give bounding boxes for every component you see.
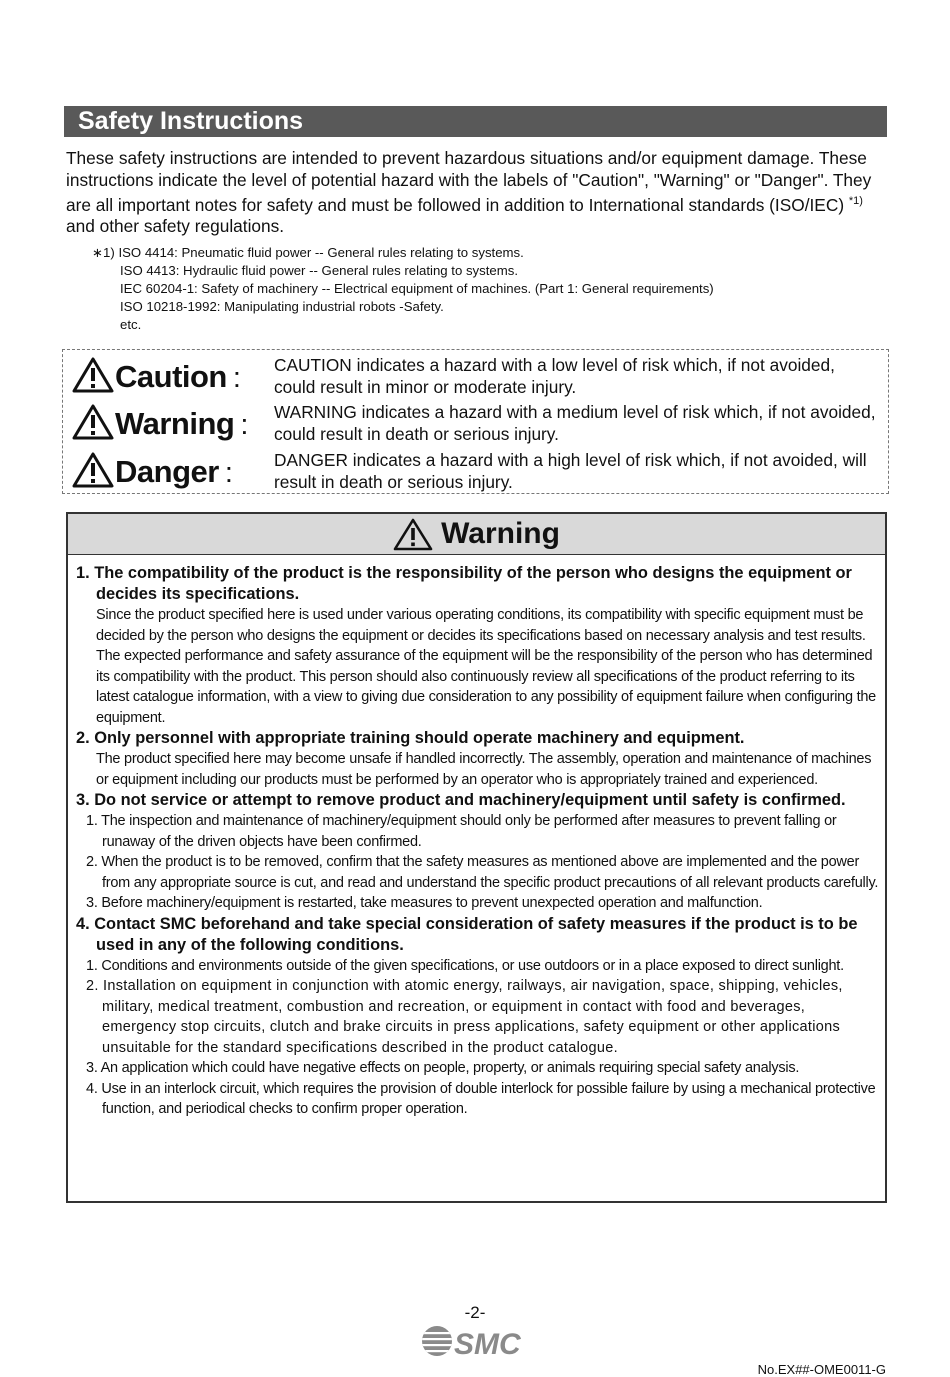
reference-line: etc. [120,317,142,332]
hazard-label: Caution : [72,357,240,395]
reference-line: ISO 10218-1992: Manipulating industrial robots -Safety. [120,299,444,314]
document-number: No.EX##-OME0011-G [757,1362,886,1377]
intro-paragraph [66,148,896,238]
hazard-description: CAUTION indicates a hazard with a low level of risk which, if not avoided, could result in minor or moderate injury. [274,355,835,397]
section-title-bar [64,106,887,137]
reference-line: IEC 60204-1: Safety of machinery -- Electrical equipment of machines. (Part 1: General requirements) [120,281,714,296]
smc-logo [420,1323,532,1364]
warning-subitem: 2. When the product is to be removed, confirm that the safety measures as mentioned above are implemented and the power from any appropriate source is cut, and read and understand the specific product precautions of all relevant products carefully. [86,854,879,891]
reference-line [92,244,912,262]
warning-item-text: Since the product specified here is used under various operating conditions, its compatibility with specific equipment must be decided by the person who designs the equipment or decides its specifications based on necessary analysis and test results. The expected performance and safety assurance of the equipment will be the responsibility of the person who has determined its compatibility with the product. This person should also continuously review all specifications of the product referring to its latest catalogue information, with a view to giving due consideration to any possibility of equipment failure when configuring the equipment. [96,607,876,726]
hazard-caution [72,355,882,401]
section-title: Safety Instructions [78,107,304,135]
warning-box [66,512,887,1203]
standards-references [92,244,912,334]
warning-box-title: Warning [441,517,560,550]
hazard-description: WARNING indicates a hazard with a medium level of risk which, if not avoided, could result in death or serious injury. [274,402,876,444]
footnote-mark: *1) [848,195,863,207]
warning-subitem: 1. The inspection and maintenance of machinery/equipment should only be performed after measures to prevent falling or runaway of the driven objects have been confirmed. [86,813,837,850]
warning-item-text: The product specified here may become unsafe if handled incorrectly. The assembly, operation and maintenance of machines or equipment including our products must be performed by an operator who is appropriately trained and experienced. [96,751,872,788]
hazard-description: DANGER indicates a hazard with a high level of risk which, if not avoided, will result in death or serious injury. [274,450,867,492]
reference-line: ISO 4413: Hydraulic fluid power -- General rules relating to systems. [120,263,518,278]
reference-text: ISO 4414: Pneumatic fluid power -- General rules relating to systems. [118,245,524,260]
warning-box-body [68,555,885,1120]
warning-subitem: 3. Before machinery/equipment is restarted, take measures to prevent unexpected operation and malfunction. [86,895,763,911]
warning-subitem: 3. An application which could have negative effects on people, property, or animals requiring special safety analysis. [86,1060,800,1076]
warning-item-heading: 1. The compatibility of the product is the responsibility of the person who designs the equipment or decides its specifications. [76,564,852,603]
intro-tail: and other safety regulations. [66,216,285,237]
warning-item-heading: 4. Contact SMC beforehand and take special consideration of safety measures if the product is to be used in any of the following conditions. [76,914,858,954]
warning-subitem: 2. Installation on equipment in conjunction with atomic energy, railways, air navigation, space, shipping, vehicles, military, medical treatment, combustion and recreation, or equipment in contact with food and beverages, emergency stop circuits, clutch and brake circuits in press applications, safety equipment or other applications unsuitable for the standard specifications described in the product catalogue. [86,978,843,1056]
smc-logo-icon [420,1323,532,1359]
warning-item-heading: 2. Only personnel with appropriate training should operate machinery and equipment. [76,729,745,747]
warning-triangle-icon [393,518,433,551]
warning-triangle-icon [72,357,114,393]
reference-marker: ∗1) [92,245,115,260]
hazard-danger [72,450,882,496]
hazard-label: Warning : [72,404,248,442]
warning-box-header [68,514,885,555]
warning-triangle-icon [72,404,114,440]
logo-text: SMC [454,1328,521,1359]
hazard-warning [72,402,882,448]
warning-subitem: 1. Conditions and environments outside of the given specifications, or use outdoors or in a place exposed to direct sunlight. [86,957,844,974]
hazard-label: Danger : [72,452,232,490]
warning-subitem: 4. Use in an interlock circuit, which requires the provision of double interlock for possible failure by using a mechanical protective function, and periodical checks to confirm proper operation. [86,1080,876,1117]
intro-text: These safety instructions are intended to prevent hazardous situations and/or equipment damage. These instructions indicate the level of potential hazard with the labels of "Caution", "Warning" or "Danger". They are all important notes for safety and must be followed in addition to International standards (ISO/IEC) [66,148,872,215]
page-number: -2- [464,1303,486,1322]
warning-triangle-icon [72,452,114,488]
warning-item-heading: 3. Do not service or attempt to remove product and machinery/equipment until safety is confirmed. [76,791,846,809]
